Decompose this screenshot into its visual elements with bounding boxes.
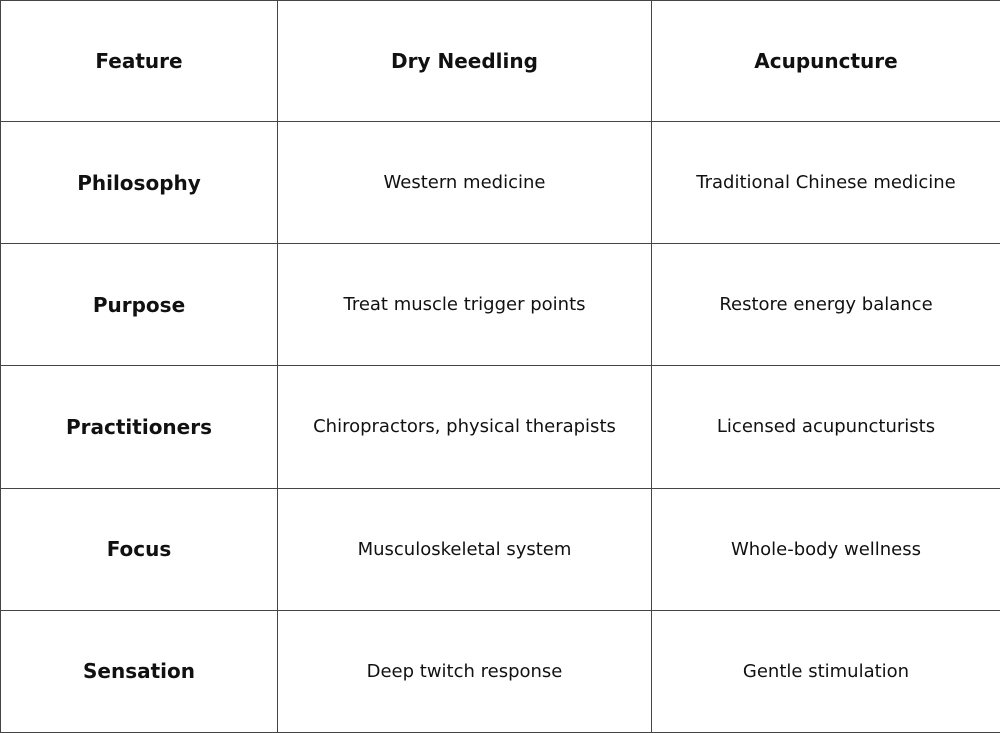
table-row: [1, 610, 1000, 732]
table-row: [1, 122, 1000, 244]
dry-needling-cell: Deep twitch response: [278, 610, 652, 732]
table-row: [1, 244, 1000, 366]
acupuncture-cell: Licensed acupuncturists: [652, 366, 1000, 488]
row-label: Philosophy: [1, 122, 278, 244]
table-row: [1, 488, 1000, 610]
header-acupuncture: Acupuncture: [652, 1, 1000, 122]
row-label: Focus: [1, 488, 278, 610]
dry-needling-cell: Chiropractors, physical therapists: [278, 366, 652, 488]
row-label: Practitioners: [1, 366, 278, 488]
table-row: [1, 366, 1000, 488]
acupuncture-cell: Gentle stimulation: [652, 610, 1000, 732]
dry-needling-cell: Musculoskeletal system: [278, 488, 652, 610]
acupuncture-cell: Traditional Chinese medicine: [652, 122, 1000, 244]
dry-needling-cell: Treat muscle trigger points: [278, 244, 652, 366]
row-label: Sensation: [1, 610, 278, 732]
row-label: Purpose: [1, 244, 278, 366]
header-row: [1, 1, 1000, 122]
dry-needling-cell: Western medicine: [278, 122, 652, 244]
acupuncture-cell: Restore energy balance: [652, 244, 1000, 366]
header-feature: Feature: [1, 1, 278, 122]
header-dry-needling: Dry Needling: [278, 1, 652, 122]
acupuncture-cell: Whole-body wellness: [652, 488, 1000, 610]
